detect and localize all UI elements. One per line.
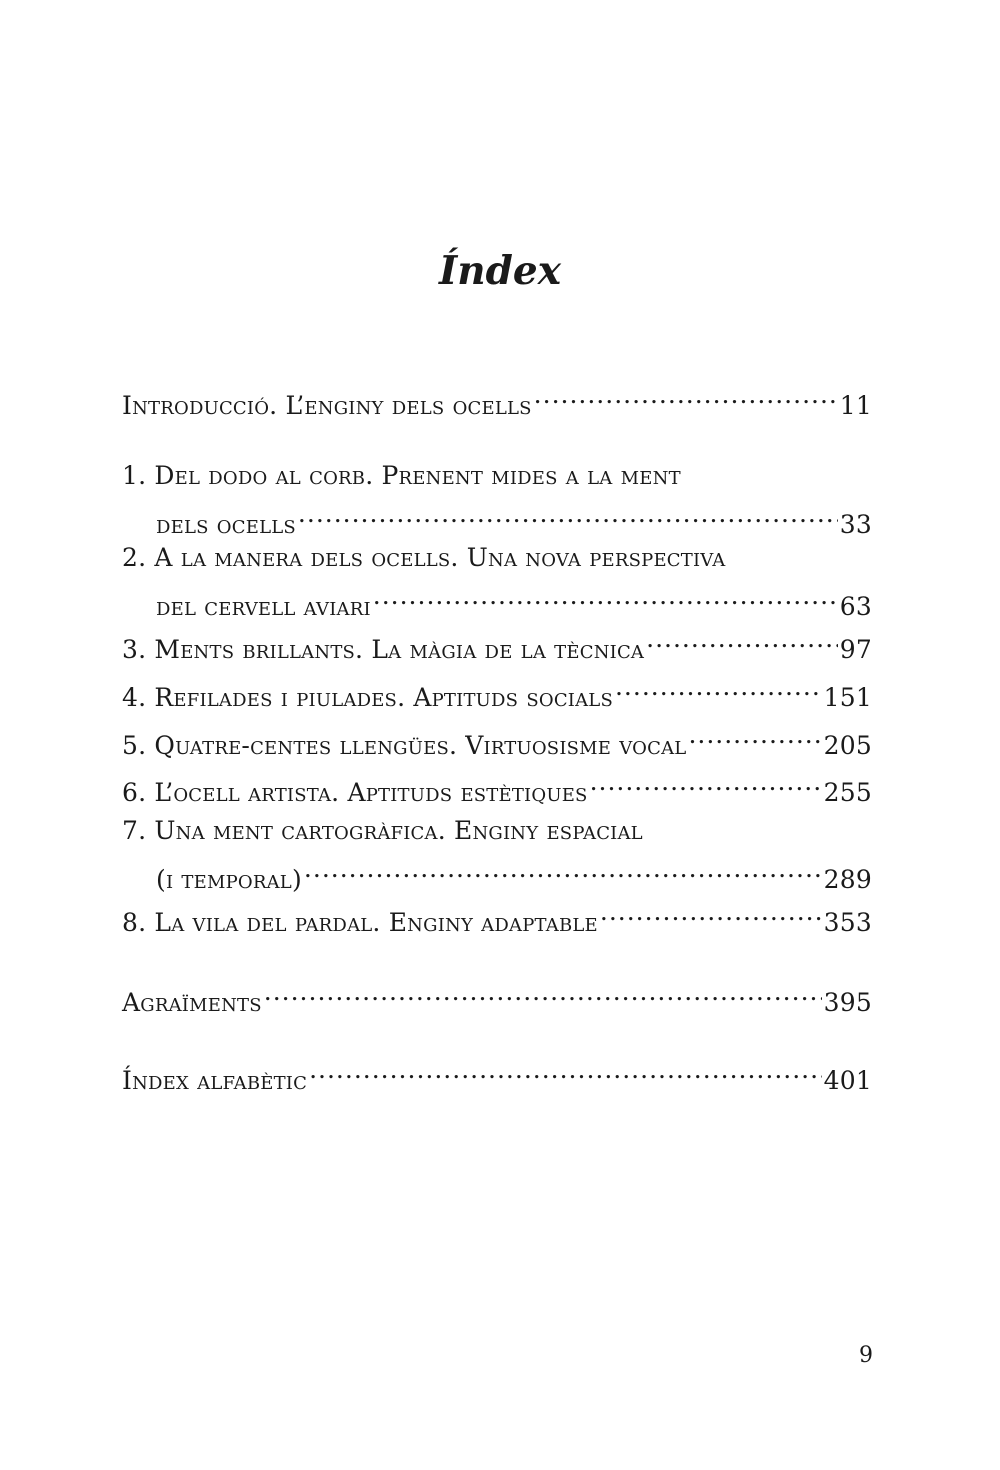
entry-title-continued: del cervell aviari: [156, 592, 371, 621]
entry-page: 97: [839, 635, 872, 664]
entry-title-continued: (i temporal): [156, 865, 302, 894]
dot-leader: [373, 577, 838, 615]
toc-entry-chapter-1[interactable]: [122, 457, 872, 539]
toc-entry-acknowledgements[interactable]: [122, 973, 872, 1017]
entry-title: Agraïments: [122, 988, 262, 1017]
entry-title: 1. Del dodo al corb. Prenent mides a la ment: [122, 461, 681, 490]
entry-page: 289: [823, 865, 872, 894]
dot-leader: [646, 620, 838, 658]
table-of-contents: [122, 0, 872, 1470]
dot-leader: [298, 495, 838, 533]
entry-title: 8. La vila del pardal. Enginy adaptable: [122, 908, 598, 937]
entry-title: Introducció. L’enginy dels ocells: [122, 391, 532, 420]
toc-entry-chapter-8[interactable]: [122, 893, 872, 937]
dot-leader: [688, 716, 821, 754]
dot-leader: [309, 1051, 822, 1089]
toc-entry-chapter-3[interactable]: [122, 620, 872, 664]
entry-title: 7. Una ment cartogràfica. Enginy espacial: [122, 816, 643, 845]
page-number: 9: [859, 1343, 873, 1368]
entry-title: 3. Ments brillants. La màgia de la tècnica: [122, 635, 645, 664]
dot-leader: [600, 893, 822, 931]
entry-title: 6. L’ocell artista. Aptituds estètiques: [122, 778, 588, 807]
toc-entry-chapter-4[interactable]: [122, 668, 872, 712]
toc-entry-chapter-2[interactable]: [122, 539, 872, 621]
entry-page: 63: [839, 592, 872, 621]
entry-title: 4. Refilades i piulades. Aptituds socials: [122, 683, 613, 712]
entry-page: 205: [823, 731, 872, 760]
entry-page: 353: [823, 908, 872, 937]
dot-leader: [534, 376, 838, 414]
toc-entry-chapter-6[interactable]: [122, 763, 872, 807]
dot-leader: [264, 973, 822, 1011]
entry-title: 5. Quatre-centes llengües. Virtuosisme vocal: [122, 731, 687, 760]
page-title: Índex: [439, 248, 561, 294]
entry-title: 2. A la manera dels ocells. Una nova perspectiva: [122, 543, 726, 572]
entry-page: 401: [823, 1066, 872, 1095]
dot-leader: [590, 763, 822, 801]
toc-entry-alphabetical-index[interactable]: [122, 1051, 872, 1095]
toc-entry-introduction[interactable]: [122, 376, 872, 420]
dot-leader: [304, 850, 822, 888]
toc-entry-chapter-5[interactable]: [122, 716, 872, 760]
entry-page: 33: [839, 510, 872, 539]
entry-page: 255: [823, 778, 872, 807]
toc-entry-chapter-7[interactable]: [122, 812, 872, 894]
entry-title: Índex alfabètic: [122, 1066, 308, 1095]
entry-page: 395: [823, 988, 872, 1017]
dot-leader: [615, 668, 822, 706]
entry-title-continued: dels ocells: [156, 510, 296, 539]
entry-page: 11: [839, 391, 872, 420]
entry-page: 151: [823, 683, 872, 712]
